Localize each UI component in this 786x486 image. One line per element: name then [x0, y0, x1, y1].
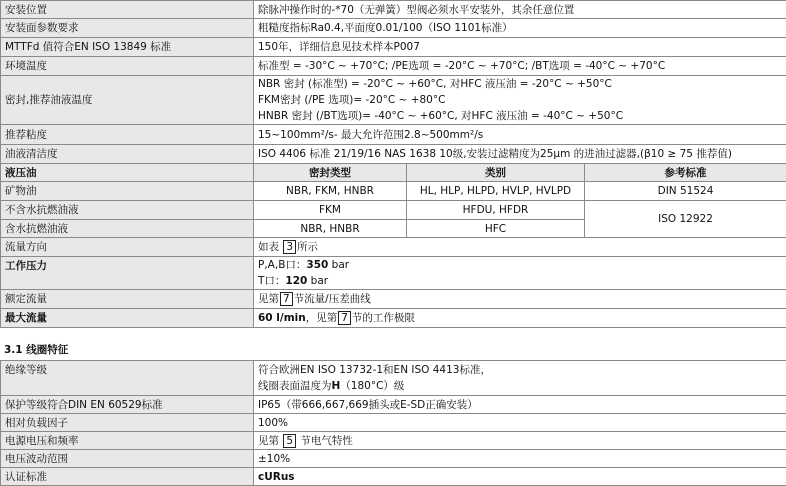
supply-voltage-value [254, 432, 786, 450]
fluid-header-fluid: 液压油 [1, 164, 254, 182]
rated-flow-suffix: 节流量/压差曲线 [294, 293, 371, 305]
fluid-header-seal: 密封类型 [254, 164, 407, 182]
fluid-mineral-standard: DIN 51524 [585, 182, 786, 201]
seal-hnbr-line: HNBR 密封 (/BT选项)= -40°C ~ +60°C, 对HFC 液压油 = -40°C ~ +50°C [258, 108, 782, 124]
ambient-temperature-label: 环境温度 [1, 57, 254, 76]
flow-direction-label: 流量方向 [1, 238, 254, 257]
pressure-pab-line [258, 257, 782, 273]
pressure-t-line [258, 273, 782, 289]
row-cleanliness [1, 145, 786, 164]
pressure-pab-unit: bar [328, 259, 349, 271]
ambient-temperature-value: 标准型 = -30°C ~ +70°C; /PE选项 = -20°C ~ +70°C; /BT选项 = -40°C ~ +70°C [254, 57, 786, 76]
mounting-surface-label: 安装面参数要求 [1, 19, 254, 38]
mounting-surface-value: 粗糙度指标Ra0.4,平面度0.01/100（ISO 1101标准） [254, 19, 786, 38]
max-flow-suffix: 节的工作极限 [352, 312, 415, 324]
duty-factor-label: 相对负载因子 [1, 414, 254, 432]
fluid-water-class: HFC [407, 220, 585, 238]
row-flow-direction [1, 238, 786, 257]
max-flow-prefix: ，见第 [306, 312, 338, 324]
working-pressure-value [254, 257, 786, 290]
protection-value: IP65（带666,667,669插头或E-SD正确安装） [254, 396, 786, 414]
row-mttfd [1, 38, 786, 57]
fluid-mineral-class: HL, HLP, HLPD, HVLP, HVLPD [407, 182, 585, 201]
supply-voltage-prefix: 见第 [258, 435, 279, 447]
mttfd-value: 150年，详细信息见技术样本P007 [254, 38, 786, 57]
max-flow-label: 最大流量 [1, 309, 254, 328]
insulation-class-letter: H [332, 380, 341, 392]
voltage-fluctuation-value: ±10% [254, 450, 786, 468]
cleanliness-label: 油液清洁度 [1, 145, 254, 164]
insulation-standard-line: 符合欧洲EN ISO 13732-1和EN ISO 4413标准， [258, 362, 782, 378]
insulation-temp-prefix: 线圈表面温度为 [258, 380, 332, 392]
fluid-mineral-name: 矿物油 [1, 182, 254, 201]
row-insulation-class [1, 361, 786, 396]
working-pressure-label: 工作压力 [1, 257, 254, 290]
duty-factor-value: 100% [254, 414, 786, 432]
row-certification [1, 468, 786, 486]
flow-direction-suffix: 所示 [297, 241, 318, 253]
certification-value: cURus [254, 468, 786, 486]
insulation-temperature-line [258, 378, 782, 394]
row-protection [1, 396, 786, 414]
row-working-pressure [1, 257, 786, 290]
table-reference-box: 3 [283, 240, 296, 254]
section-title: 3.1 线圈特征 [4, 342, 68, 357]
fluid-header-class: 类别 [407, 164, 585, 182]
row-seal-temperature [1, 76, 786, 125]
certification-label: 认证标准 [1, 468, 254, 486]
fluid-row-mineral [1, 182, 786, 201]
fluid-water-name: 含水抗燃油液 [1, 220, 254, 238]
viscosity-label: 推荐粘度 [1, 125, 254, 145]
fluid-water-seal: NBR, HNBR [254, 220, 407, 238]
mttfd-label: MTTFd 值符合EN ISO 13849 标准 [1, 38, 254, 57]
seal-fkm-line: FKM密封 (/PE 选项)= -20°C ~ +80°C [258, 92, 782, 108]
insulation-class-label: 绝缘等级 [1, 361, 254, 396]
rated-flow-value [254, 290, 786, 309]
seal-temperature-value [254, 76, 786, 125]
fluid-row-non-water [1, 201, 786, 220]
supply-voltage-suffix: 节电气特性 [300, 435, 353, 447]
fluid-nonwater-class: HFDU, HFDR [407, 201, 585, 220]
install-position-value: 除脉冲操作时的-*70（无弹簧）型阀必须水平安装外，其余任意位置 [254, 1, 786, 19]
insulation-temp-suffix: （180°C）级 [340, 380, 404, 392]
row-rated-flow [1, 290, 786, 309]
viscosity-value: 15~100mm²/s- 最大允许范围2.8~500mm²/s [254, 125, 786, 145]
voltage-fluctuation-label: 电压波动范围 [1, 450, 254, 468]
fluid-header-row [1, 164, 786, 182]
seal-nbr-line: NBR 密封 (标准型) = -20°C ~ +60°C, 对HFC 液压油 = -20°C ~ +50°C [258, 76, 782, 92]
section-reference-box: 7 [338, 311, 351, 325]
protection-label: 保护等级符合DIN EN 60529标准 [1, 396, 254, 414]
row-duty-factor [1, 414, 786, 432]
pressure-pab-value: 350 [306, 259, 328, 271]
pressure-t-unit: bar [307, 275, 328, 287]
max-flow-amount: 60 l/min [258, 312, 306, 324]
fluid-nonwater-seal: FKM [254, 201, 407, 220]
pressure-t-value: 120 [285, 275, 307, 287]
fluid-header-standard: 参考标准 [585, 164, 786, 182]
cleanliness-value: ISO 4406 标准 21/19/16 NAS 1638 10级,安装过滤精度为25μm 的进油过滤器,(β10 ≥ 75 推荐值) [254, 145, 786, 164]
pressure-t-prefix: T口： [258, 275, 285, 287]
row-voltage-fluctuation [1, 450, 786, 468]
row-supply-voltage [1, 432, 786, 450]
fluid-iso-standard: ISO 12922 [585, 201, 786, 238]
pressure-pab-prefix: P,A,B口： [258, 259, 306, 271]
section-reference-box: 7 [280, 292, 293, 306]
row-ambient-temperature [1, 57, 786, 76]
row-install-position [1, 1, 786, 19]
flow-direction-prefix: 如表 [258, 241, 279, 253]
insulation-class-value [254, 361, 786, 396]
section-reference-box: 5 [283, 434, 296, 448]
fluid-mineral-seal: NBR, FKM, HNBR [254, 182, 407, 201]
rated-flow-prefix: 见第 [258, 293, 279, 305]
fluid-nonwater-name: 不含水抗燃油液 [1, 201, 254, 220]
rated-flow-label: 额定流量 [1, 290, 254, 309]
row-max-flow [1, 309, 786, 328]
row-viscosity [1, 125, 786, 145]
install-position-label: 安装位置 [1, 1, 254, 19]
supply-voltage-label: 电源电压和频率 [1, 432, 254, 450]
seal-temperature-label: 密封,推荐油液温度 [1, 76, 254, 125]
flow-direction-value [254, 238, 786, 257]
max-flow-value [254, 309, 786, 328]
coil-characteristics-table [0, 360, 786, 486]
row-mounting-surface [1, 19, 786, 38]
